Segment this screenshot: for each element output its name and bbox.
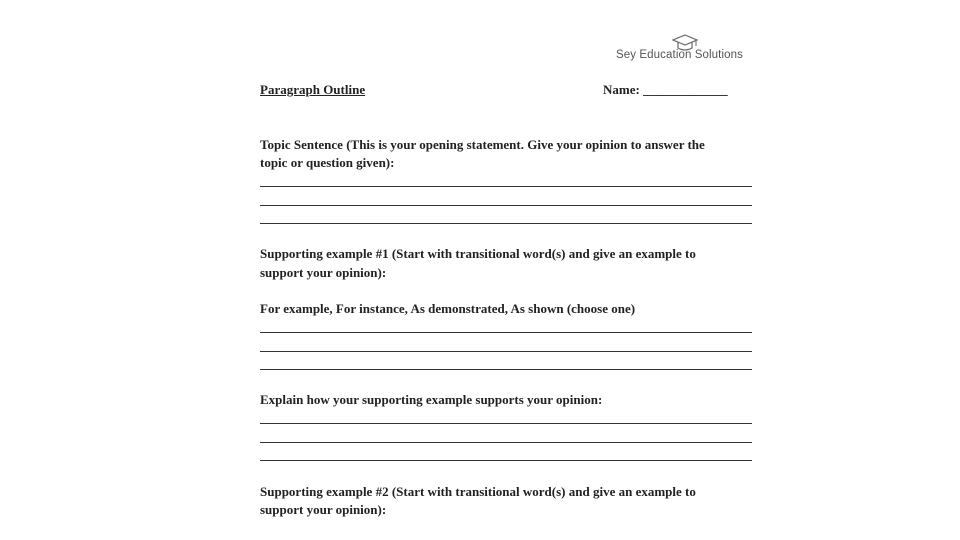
supporting-example-1-prompt-line-1: Supporting example #1 (Start with transitional word(s) and give an example to (260, 246, 696, 261)
answer-line (260, 332, 752, 333)
answer-line (260, 442, 752, 443)
answer-line (260, 186, 752, 187)
logo-text: Sey Education Solutions (616, 49, 743, 61)
page-title: Paragraph Outline (260, 82, 366, 97)
supporting-example-2-prompt-line-1: Supporting example #2 (Start with transitional word(s) and give an example to (260, 484, 696, 499)
logo (612, 34, 752, 66)
answer-line (260, 460, 752, 461)
transition-words: For example, For instance, As demonstrated, As shown (choose one) (260, 301, 636, 316)
answer-line (260, 369, 752, 370)
supporting-example-2-prompt-line-2: support your opinion): (260, 502, 387, 517)
topic-sentence-prompt-line-1: Topic Sentence (This is your opening statement. Give your opinion to answer the (260, 137, 705, 152)
answer-line (260, 205, 752, 206)
explain-prompt: Explain how your supporting example supports your opinion: (260, 392, 603, 407)
answer-line (260, 423, 752, 424)
supporting-example-1-prompt-line-2: support your opinion): (260, 265, 387, 280)
answer-line (260, 351, 752, 352)
name-label: Name: _____________ (603, 82, 728, 97)
answer-line (260, 223, 752, 224)
topic-sentence-prompt-line-2: topic or question given): (260, 155, 395, 170)
